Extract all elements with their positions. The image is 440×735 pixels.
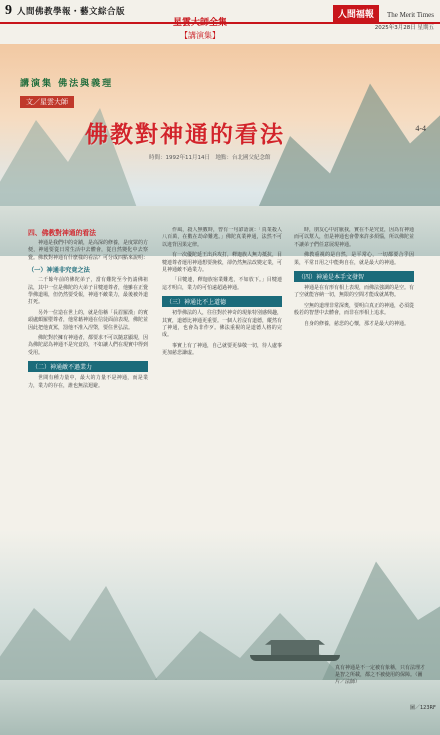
- series-tag: 講演集 佛法與義理: [20, 79, 114, 89]
- subheading-bar: （二）神通敵不過業力: [28, 361, 148, 372]
- banner-mountain-right: [250, 76, 440, 226]
- article-title: 佛教對神通的看法: [85, 121, 285, 148]
- column-1: [28, 227, 148, 641]
- collection-seal: [155, 15, 245, 41]
- paragraph: 佛陀對於擁有神通者，都要求不可以隨意顯現，因為佛陀認為神通不是究竟的，不如讓人們在現實中得到受用。: [28, 335, 148, 356]
- paragraph: 事實上有了神通，自己就要更恭敬一切，待人處事更加慈悲謙虛。: [162, 342, 282, 357]
- paragraph: 二千餘年前的佛陀弟子，當有難陀至今仍請佛祖法，其中一位是佛陀的大弟子目犍連尊者，他雖在正覺學佛道場，但仍然要受報，神通不敵業力，最後被外道打死。: [28, 277, 148, 306]
- paragraph: 佛教重視的是自然，是平常心，一切都要合乎因果，平常日用之中能夠自在，就是最大的神通。: [294, 252, 414, 266]
- boat: [250, 655, 340, 661]
- paragraph: 神通是我們中的奇蹟，是高深的修養，是度眾的方便，神通要從日常生活中去體會，從自然變化中去察覺。佛教對神通有什麼樣的看法？可分成四點來說明：: [28, 240, 148, 261]
- seal-line-1: 星雲大師全集: [172, 18, 227, 28]
- subheading-bar: （三）神通比不上道德: [162, 296, 282, 307]
- article-subtitle: 時間：1992年11月14日 地點：台北國父紀念館: [149, 155, 271, 161]
- column-tag: [20, 76, 113, 108]
- paragraph: 「目犍連，釋迦族宿業難逃，不如放下。」目犍連這才明白，業力的可怕遠超過神通。: [162, 277, 282, 291]
- paragraph: 另外一位造在世上的，就是俗稱「長眉羅漢」的賓頭盧頗羅墮尊者，他常藉神通在信徒面前表現，佛陀並因此把他責罵，罰他不准入涅槃，要住世弘法。: [28, 309, 148, 331]
- paragraph: 空無的道理非常深奧，要明白真正的神通，必須從般若的智慧中去體會，而非在形相上追求。: [294, 302, 414, 317]
- part-number: 4-4: [415, 124, 426, 133]
- page-number: 9: [5, 3, 12, 18]
- subheading: （一）神通非究竟之法: [28, 267, 90, 275]
- scenery-water: [0, 680, 440, 735]
- newspaper-logo-english: The Merit Times: [386, 11, 434, 19]
- seal-line-2: 【講演集】: [180, 31, 220, 40]
- paragraph: 神通是在有形有相上表現，而佛法強調的是空。有了空就能容納一切，無限的空間才能成就萬物。: [294, 285, 414, 299]
- masthead: [333, 2, 434, 31]
- article-body: [28, 227, 420, 641]
- photo-caption: 真有神通是不一定被有象稱，只有法理才是智之所載，都之不被使用的保障。（圖片／法師）: [335, 665, 426, 685]
- section-title: 人間佛教學報・藝文綜合版: [17, 7, 126, 17]
- section-heading: 四、佛教對神通的看法: [28, 229, 96, 237]
- newspaper-logo: 人間福報: [333, 5, 379, 22]
- issue-date: 2025年3月28日 星期五: [374, 25, 434, 31]
- banner-mountain-left: [0, 96, 140, 216]
- photo-credit: 圖／123RF: [410, 705, 436, 711]
- author-tag: 文／星雲大師: [20, 96, 74, 108]
- subheading-bar: （四）神通是本手文發智: [294, 271, 414, 282]
- column-3: [294, 227, 414, 641]
- paragraph: 初學佛法的人，往往對於神奇的現象特別感興趣，其實，道德比神通更重要。一個人若沒有道德，縱然有了神通，也會為非作歹。佛法重視的是道德人格的完成。: [162, 310, 282, 339]
- paragraph: 時，朋友心中討厭我，實在不是究竟，因為有神通而可以幫人，但是神通也會帶來許多煩惱，所以佛陀並不讓弟子們任意展現神通。: [294, 227, 414, 248]
- paragraph: 世間有種力量中，最大的力量不是神通，而是業力，業力的存在，誰也無法迴避。: [28, 375, 148, 389]
- column-2: [162, 227, 282, 641]
- paragraph: 自身的修養，慈悲的心懷，那才是最大的神通。: [304, 320, 410, 327]
- pavilion: [265, 640, 325, 656]
- paragraph: 有一次優陀延王出兵攻打，釋迦族人無力抵抗，目犍連尊者運用神通想要挽救，卻仍然無法改變定業，可見神通敵不過業力。: [162, 252, 282, 274]
- paragraph: 作風，殺人無數時，曾有一句諺語說：「真業殺人八百萬，在數在劫命難逃。」佛陀真業神通，法然不可以違背因果定律。: [162, 227, 282, 248]
